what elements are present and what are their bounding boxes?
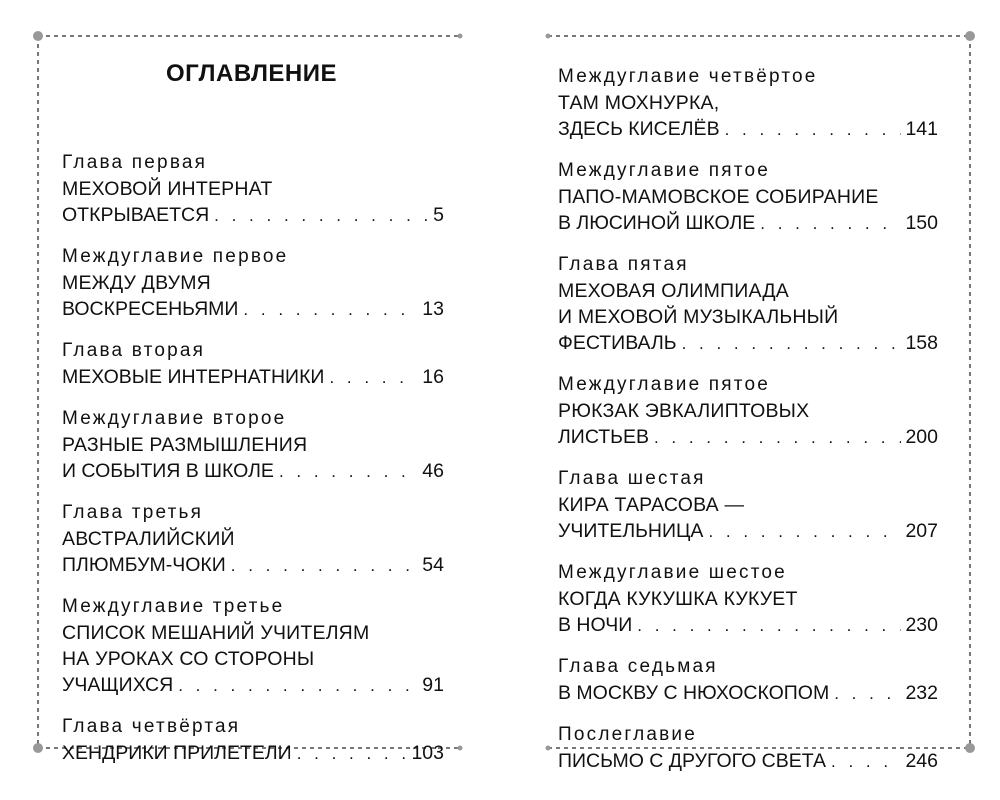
chapter-title-line: РАЗНЫЕ РАЗМЫШЛЕНИЯ: [62, 434, 308, 456]
chapter-title-line: НА УРОКАХ СО СТОРОНЫ: [62, 648, 315, 670]
chapter-title-line: УЧИТЕЛЬНИЦА: [558, 520, 704, 542]
chapter-label: Глава седьмая: [558, 656, 718, 677]
toc-entry: [558, 654, 938, 707]
left-page: [30, 0, 470, 800]
chapter-title-line: ПЛЮМБУМ-ЧОКИ: [62, 554, 226, 576]
chapter-title-line: МЕЖДУ ДВУМЯ: [62, 272, 211, 294]
chapter-title-line: ЛИСТЬЕВ: [558, 426, 649, 448]
chapter-label: Глава вторая: [62, 340, 206, 361]
chapter-title-last-line: [558, 116, 938, 143]
chapter-title-line: ПАПО-МАМОВСКОЕ СОБИРАНИЕ: [558, 186, 879, 208]
chapter-title-line: АВСТРАЛИЙСКИЙ: [62, 528, 235, 550]
chapter-title-line: МЕХОВОЙ ИНТЕРНАТ: [62, 178, 273, 200]
chapter-label: Междуглавие шестое: [558, 562, 787, 583]
dot-leader: [829, 681, 901, 707]
page-number: 91: [422, 674, 444, 696]
dot-leader: [226, 553, 419, 579]
chapter-label: Междуглавие второе: [62, 408, 287, 429]
chapter-title-line: МЕХОВЫЕ ИНТЕРНАТНИКИ: [62, 366, 325, 388]
chapter-title-line: ВОСКРЕСЕНЬЯМИ: [62, 298, 239, 320]
dot-leader: [703, 519, 901, 545]
chapter-label: Междуглавие четвёртое: [558, 66, 818, 87]
chapter-label: Глава первая: [62, 152, 208, 173]
dot-leader: [173, 673, 418, 699]
chapter-label: Глава шестая: [558, 468, 706, 489]
dot-leader: [274, 459, 418, 485]
toc-entry: [558, 372, 938, 451]
toc-entry: [62, 150, 444, 229]
toc-entry: [558, 158, 938, 237]
toc-list-right: [558, 64, 938, 790]
chapter-title-line: В НОЧИ: [558, 614, 633, 636]
chapter-title-line: СПИСОК МЕШАНИЙ УЧИТЕЛЯМ: [62, 622, 370, 644]
toc-entry: [558, 64, 938, 143]
chapter-title-last-line: [558, 518, 938, 545]
chapter-title-line: ТАМ МОХНУРКА,: [558, 92, 720, 114]
chapter-title-last-line: [62, 672, 444, 699]
chapter-title-line: КОГДА КУКУШКА КУКУЕТ: [558, 588, 798, 610]
toc-entry: [558, 252, 938, 357]
chapter-title-last-line: [62, 740, 444, 767]
page-number: 207: [905, 520, 938, 542]
chapter-label: Глава третья: [62, 502, 204, 523]
chapter-title-last-line: [62, 458, 444, 485]
page-number: 46: [422, 460, 444, 482]
chapter-title-line: ПИСЬМО С ДРУГОГО СВЕТА: [558, 750, 827, 772]
page-number: 13: [422, 298, 444, 320]
toc-entry: [62, 714, 444, 767]
chapter-title-last-line: [558, 680, 938, 707]
page-number: 246: [905, 750, 938, 772]
page-number: 5: [433, 204, 444, 226]
dot-leader: [238, 297, 418, 323]
chapter-title-last-line: [558, 210, 938, 237]
chapter-title-line: КИРА ТАРАСОВА —: [558, 494, 745, 516]
chapter-title-line: ФЕСТИВАЛЬ: [558, 332, 677, 354]
toc-entry: [558, 560, 938, 639]
toc-entry: [62, 594, 444, 699]
chapter-title-last-line: [62, 552, 444, 579]
chapter-label: Междуглавие пятое: [558, 374, 771, 395]
chapter-label: Междуглавие первое: [62, 246, 289, 267]
toc-entry: [558, 466, 938, 545]
dot-leader: [649, 425, 901, 451]
chapter-title-last-line: [558, 424, 938, 451]
chapter-label: Послеглавие: [558, 724, 698, 745]
toc-entry: [62, 338, 444, 391]
chapter-title-line: В МОСКВУ С НЮХОСКОПОМ: [558, 682, 830, 704]
dot-leader: [826, 749, 901, 775]
page-number: 150: [905, 212, 938, 234]
page-number: 54: [422, 554, 444, 576]
right-page: [540, 0, 980, 800]
dot-leader: [292, 741, 408, 767]
page-number: 141: [905, 118, 938, 140]
page-number: 200: [905, 426, 938, 448]
dot-leader: [209, 203, 429, 229]
page-number: 232: [905, 682, 938, 704]
chapter-title-line: УЧАЩИХСЯ: [62, 674, 174, 696]
toc-entry: [558, 722, 938, 775]
page-number: 16: [422, 366, 444, 388]
chapter-title-last-line: [558, 612, 938, 639]
toc-entry: [62, 406, 444, 485]
toc-entry: [62, 500, 444, 579]
dot-leader: [755, 211, 901, 237]
dot-leader: [720, 117, 902, 143]
toc-list-left: [62, 150, 444, 782]
toc-entry: [62, 244, 444, 323]
chapter-label: Междуглавие третье: [62, 596, 285, 617]
chapter-title-last-line: [558, 330, 938, 357]
chapter-label: Глава четвёртая: [62, 716, 241, 737]
chapter-title-last-line: [558, 748, 938, 775]
chapter-title-line: МЕХОВАЯ ОЛИМПИАДА: [558, 280, 789, 302]
chapter-title-last-line: [62, 202, 444, 229]
chapter-title-line: В ЛЮСИНОЙ ШКОЛЕ: [558, 212, 756, 234]
chapter-label: Глава пятая: [558, 254, 689, 275]
dot-leader: [677, 331, 902, 357]
chapter-title-last-line: [62, 364, 444, 391]
chapter-title-line: И СОБЫТИЯ В ШКОЛЕ: [62, 460, 274, 482]
page-number: 230: [905, 614, 938, 636]
chapter-title-line: РЮКЗАК ЭВКАЛИПТОВЫХ: [558, 400, 810, 422]
chapter-title-line: ОТКРЫВАЕТСЯ: [62, 204, 210, 226]
page-number: 103: [411, 742, 444, 764]
toc-heading: ОГЛАВЛЕНИЕ: [166, 60, 338, 87]
dot-leader: [324, 365, 418, 391]
chapter-title-line: И МЕХОВОЙ МУЗЫКАЛЬНЫЙ: [558, 306, 839, 328]
chapter-label: Междуглавие пятое: [558, 160, 771, 181]
page-number: 158: [905, 332, 938, 354]
chapter-title-line: ХЕНДРИКИ ПРИЛЕТЕЛИ: [62, 742, 292, 764]
chapter-title-last-line: [62, 296, 444, 323]
dot-leader: [632, 613, 901, 639]
chapter-title-line: ЗДЕСЬ КИСЕЛЁВ: [558, 118, 720, 140]
